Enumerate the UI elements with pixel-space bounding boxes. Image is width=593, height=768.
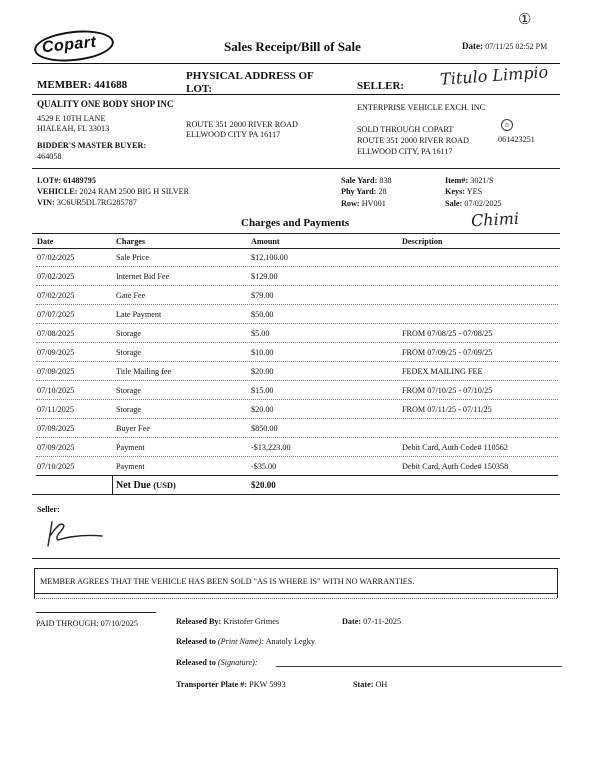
logo-text: Copart [41,33,98,57]
row-charge: Title Mailing fee [116,367,172,376]
table-row [36,457,558,476]
signature-label: (Signature): [217,658,258,667]
plate-value: PKW 5993 [249,680,286,689]
table-row [36,248,558,267]
disclaimer-text: MEMBER AGREES THAT THE VEHICLE HAS BEEN SOLD "AS IS WHERE IS" WITH NO WARRANTIES. [40,577,415,586]
row-date: 07/02/2025 [37,272,75,281]
col-amount: Amount [251,237,280,246]
row-amount: $850.00 [251,424,278,433]
print-name-label: (Print Name): [217,637,265,646]
release-date [342,617,401,627]
plate-label: Transporter Plate #: [176,680,248,689]
vin-label: VIN: [37,198,55,207]
corner-mark: ① [518,10,532,28]
state-label: State: [353,680,374,689]
release-date-value: 07-11-2025 [363,617,402,626]
seller-signature-label: Seller: [37,505,60,514]
row-charge: Payment [116,462,145,471]
lot-address-1: ROUTE 351 2000 RIVER ROAD [186,120,298,129]
seller-phone: 061423251 [498,135,535,144]
released-by [176,617,279,627]
phy-yard-label: Phy Yard: [341,187,377,196]
table-row [36,343,558,362]
row-amount: $12,100.00 [251,253,288,262]
row-info [341,199,386,209]
table-row [36,305,558,324]
smiley-stamp-icon: ☺ [501,119,513,131]
sale-date-info [445,199,502,209]
seller-handwritten-note: Titulo Limpio [439,62,549,89]
row-date: 07/10/2025 [37,386,75,395]
released-to-print-name [176,637,315,647]
bidders-master-value: 464058 [37,152,62,161]
header-date-label: Date: [462,41,483,51]
row-date: 07/09/2025 [37,348,75,357]
net-due-label [116,480,176,491]
row-charge: Buyer Fee [116,424,150,433]
row-date: 07/02/2025 [37,253,75,262]
row-amount: -$35.00 [251,462,277,471]
bidders-master-label: BIDDER'S MASTER BUYER: [37,141,147,150]
keys-label: Keys: [445,187,466,196]
row-amount: $10.00 [251,348,274,357]
lot-address-2: ELLWOOD CITY PA 16117 [186,130,281,139]
row-charge: Storage [116,386,142,395]
keys-info [445,187,482,197]
vin-info [37,198,137,208]
row-label: Row: [341,199,360,208]
vin-value: 3C6UR5DL7RG285787 [56,198,137,207]
release-date-label: Date: [342,617,362,626]
lot-value: 61489795 [63,176,96,185]
row-value: HV001 [361,199,386,208]
row-amount: $79.00 [251,291,274,300]
table-row [36,400,558,419]
row-charge: Gate Fee [116,291,146,300]
row-date: 07/08/2025 [37,329,75,338]
table-row [36,381,558,400]
table-row [36,438,558,457]
row-amount: $20.00 [251,367,274,376]
lot-label: LOT#: [37,176,62,185]
row-date: 07/09/2025 [37,424,75,433]
col-charges: Charges [116,237,146,246]
sale-yard [341,176,392,186]
row-amount: $129.00 [251,272,278,281]
seller-name: ENTERPRISE VEHICLE EXCH. INC [357,103,486,112]
header-date-value: 07/11/25 02:52 PM [485,42,548,51]
item-info [445,176,493,186]
sale-yard-label: Sale Yard: [341,176,378,185]
seller-label: SELLER: [357,80,405,92]
table-row [36,362,558,381]
row-charge: Internet Bid Fee [116,272,170,281]
row-date: 07/10/2025 [37,462,75,471]
page-title: Sales Receipt/Bill of Sale [224,39,361,54]
row-description: Debit Card, Auth Code# 150358 [402,462,509,471]
row-date: 07/02/2025 [37,291,75,300]
state-value: OH [375,680,388,689]
keys-value: YES [466,187,483,196]
transporter-state [353,680,387,690]
row-description: FROM 07/08/25 - 07/08/25 [402,329,493,338]
seller-line-3: ROUTE 351 2000 RIVER ROAD [357,136,469,145]
phy-yard [341,187,387,197]
row-charge: Payment [116,443,145,452]
row-date: 07/11/2025 [37,405,74,414]
row-charge: Storage [116,405,142,414]
seller-signature-scribble [40,516,110,550]
table-row [36,419,558,438]
item-label: Item#: [445,176,469,185]
copart-logo [33,27,116,65]
table-row [36,267,558,286]
row-charge: Late Payment [116,310,162,319]
sale-label: Sale: [445,199,463,208]
sale-yard-value: 838 [379,176,392,185]
signature-line [276,666,562,667]
member-label: MEMBER: [37,79,92,91]
released-to-signature [176,658,258,668]
member-number: 441688 [94,79,128,91]
row-date: 07/09/2025 [37,367,75,376]
seller-line-4: ELLWOOD CITY, PA 16117 [357,147,453,156]
paid-through-label: PAID THROUGH: [36,619,99,628]
lot-number [37,176,96,186]
released-by-label: Released By: [176,617,222,626]
item-value: 3021/S [470,176,494,185]
header-date [462,41,547,51]
charges-title: Charges and Payments [241,217,350,229]
sale-value: 07/02/2025 [464,199,502,208]
row-amount: $5.00 [251,329,270,338]
vehicle-info [37,187,189,197]
phy-yard-value: 28 [378,187,387,196]
row-date: 07/09/2025 [37,443,75,452]
row-charge: Storage [116,329,142,338]
row-description: FROM 07/10/25 - 07/10/25 [402,386,493,395]
member-address-1: 4529 E 10TH LANE [37,114,106,123]
vehicle-value: 2024 RAM 2500 BIG H SILVER [79,187,190,196]
table-row [36,286,558,305]
net-due-text: Net Due [116,480,151,491]
row-description: FROM 07/09/25 - 07/09/25 [402,348,493,357]
vehicle-label: VEHICLE: [37,187,78,196]
row-amount: $50.00 [251,310,274,319]
released-by-value: Kristofer Grimes [223,617,280,626]
member-name: QUALITY ONE BODY SHOP INC [37,99,174,109]
net-due-unit: (USD) [153,480,176,490]
row-description: FROM 07/11/25 - 07/11/25 [402,405,492,414]
released-to-label: Released to [176,637,216,646]
row-amount: $15.00 [251,386,274,395]
disclaimer-box [34,568,557,594]
col-description: Description [402,237,443,246]
row-charge: Sale Price [116,253,149,262]
row-amount: -$13,223.00 [251,443,291,452]
print-name-value: Anatoly Legky [265,637,315,646]
row-amount: $20.00 [251,405,274,414]
transporter-plate [176,680,286,690]
seller-line-2: SOLD THROUGH COPART [357,125,454,134]
net-due-value: $20.00 [251,480,276,490]
paid-through-value: 07/10/2025 [100,619,138,628]
released-to-sig-label: Released to [176,658,216,667]
paid-through [36,619,138,629]
col-date: Date [37,237,54,246]
row-description: Debit Card, Auth Code# 110562 [402,443,508,452]
row-description: FEDEX MAILING FEE [402,367,483,376]
handwritten-signature: Chimi [470,208,520,231]
member-address-2: HIALEAH, FL 33013 [37,124,110,133]
table-row [36,324,558,343]
physical-address-label: PHYSICAL ADDRESS OF LOT: [186,70,314,95]
row-date: 07/07/2025 [37,310,75,319]
row-charge: Storage [116,348,142,357]
member-header [37,79,127,91]
